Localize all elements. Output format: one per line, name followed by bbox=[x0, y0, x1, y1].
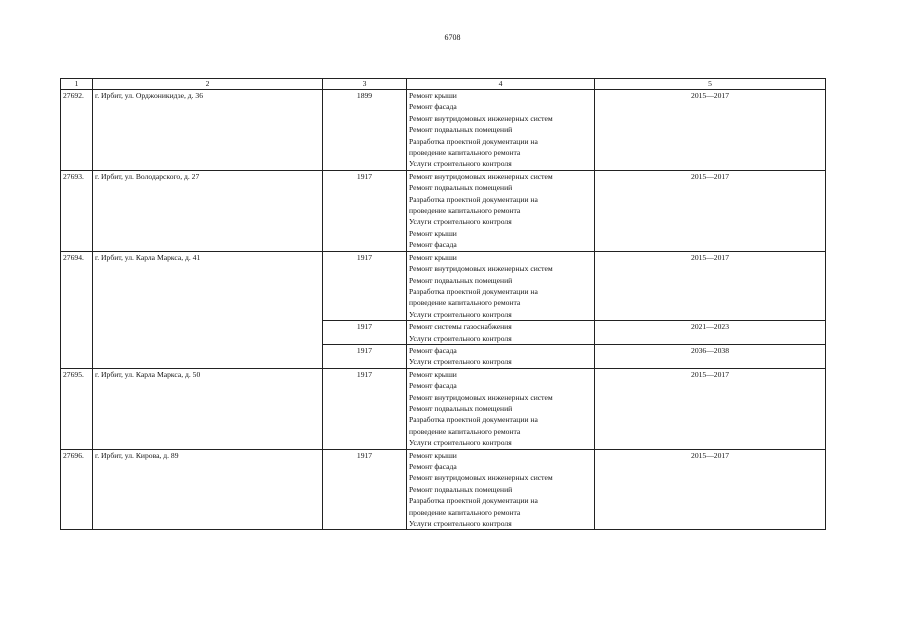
repair-work-item: Ремонт крыши bbox=[409, 369, 457, 379]
repair-work-item: Ремонт внутридомовых инженерных систем bbox=[409, 113, 553, 123]
repair-work-item: Ремонт крыши bbox=[409, 252, 457, 262]
repair-works-list bbox=[407, 251, 595, 320]
repair-period: 2015—2017 bbox=[595, 251, 826, 320]
record-number: 27693. bbox=[61, 170, 93, 251]
table-row bbox=[61, 170, 826, 251]
repair-work-item: Ремонт фасада bbox=[409, 102, 457, 112]
record-number: 27692. bbox=[61, 90, 93, 171]
header-col-5: 5 bbox=[595, 79, 826, 90]
repair-work-item: Ремонт фасада bbox=[409, 381, 457, 391]
repair-work-item: Ремонт крыши bbox=[409, 450, 457, 460]
table-body bbox=[61, 90, 826, 530]
repair-work-item: Разработка проектной документации на bbox=[409, 496, 538, 506]
repair-work-item: Услуги строительного контроля bbox=[409, 309, 512, 319]
repair-work-item: Услуги строительного контроля bbox=[409, 519, 512, 529]
construction-year: 1917 bbox=[323, 449, 407, 530]
repair-works-list bbox=[407, 170, 595, 251]
repair-work-item: Ремонт крыши bbox=[409, 228, 457, 238]
record-number: 27696. bbox=[61, 449, 93, 530]
repair-period: 2015—2017 bbox=[595, 170, 826, 251]
repair-work-item: Ремонт крыши bbox=[409, 91, 457, 100]
building-address: г. Ирбит, ул. Карла Маркса, д. 41 bbox=[93, 251, 323, 368]
repair-work-item: Ремонт подвальных помещений bbox=[409, 275, 513, 285]
repair-work-item: Ремонт подвальных помещений bbox=[409, 403, 513, 413]
repair-work-item: проведение капитального ремонта bbox=[409, 298, 521, 308]
building-address: г. Ирбит, ул. Карла Маркса, д. 50 bbox=[93, 368, 323, 449]
construction-year: 1917 bbox=[323, 170, 407, 251]
page-number: 6708 bbox=[444, 33, 461, 42]
construction-year: 1917 bbox=[323, 321, 407, 345]
construction-year: 1899 bbox=[323, 90, 407, 171]
repair-period: 2015—2017 bbox=[595, 449, 826, 530]
record-number: 27694. bbox=[61, 251, 93, 368]
repair-work-item: Услуги строительного контроля bbox=[409, 159, 512, 169]
repair-work-item: Ремонт системы газоснабжения bbox=[409, 322, 512, 332]
repair-work-item: Разработка проектной документации на bbox=[409, 415, 538, 425]
repair-work-item: проведение капитального ремонта bbox=[409, 426, 521, 436]
repair-work-item: Услуги строительного контроля bbox=[409, 217, 512, 227]
header-col-1: 1 bbox=[61, 79, 93, 90]
repair-work-item: Ремонт подвальных помещений bbox=[409, 484, 513, 494]
table-row bbox=[61, 251, 826, 320]
repair-work-item: Ремонт внутридомовых инженерных систем bbox=[409, 264, 553, 274]
construction-year: 1917 bbox=[323, 344, 407, 368]
repair-work-item: Разработка проектной документации на bbox=[409, 136, 538, 146]
repair-works-list bbox=[407, 321, 595, 345]
repair-work-item: проведение капитального ремонта bbox=[409, 206, 521, 216]
repair-period: 2015—2017 bbox=[595, 368, 826, 449]
repair-period: 2015—2017 bbox=[595, 90, 826, 171]
repair-works-list bbox=[407, 344, 595, 368]
repair-work-item: Ремонт подвальных помещений bbox=[409, 125, 513, 135]
repair-period: 2021—2023 bbox=[595, 321, 826, 345]
repair-work-item: Ремонт внутридомовых инженерных систем bbox=[409, 473, 553, 483]
building-address: г. Ирбит, ул. Орджоникидзе, д. 36 bbox=[93, 90, 323, 171]
record-number: 27695. bbox=[61, 368, 93, 449]
repair-schedule-table bbox=[60, 78, 826, 530]
table-row bbox=[61, 368, 826, 449]
repair-work-item: Ремонт фасада bbox=[409, 462, 457, 471]
repair-period: 2036—2038 bbox=[595, 344, 826, 368]
repair-work-item: Услуги строительного контроля bbox=[409, 333, 512, 343]
repair-work-item: Ремонт фасада bbox=[409, 240, 457, 250]
repair-work-item: Услуги строительного контроля bbox=[409, 438, 512, 448]
construction-year: 1917 bbox=[323, 368, 407, 449]
repair-works-list bbox=[407, 90, 595, 171]
repair-work-item: Ремонт фасада bbox=[409, 345, 457, 355]
repair-work-item: Ремонт внутридомовых инженерных систем bbox=[409, 392, 553, 402]
repair-work-item: Услуги строительного контроля bbox=[409, 357, 512, 367]
repair-work-item: Разработка проектной документации на bbox=[409, 194, 538, 204]
repair-work-item: проведение капитального ремонта bbox=[409, 507, 521, 517]
repair-work-item: Ремонт внутридомовых инженерных систем bbox=[409, 171, 553, 181]
repair-work-item: Разработка проектной документации на bbox=[409, 286, 538, 296]
building-address: г. Ирбит, ул. Володарского, д. 27 bbox=[93, 170, 323, 251]
repair-work-item: проведение капитального ремонта bbox=[409, 148, 521, 158]
table-row bbox=[61, 90, 826, 171]
construction-year: 1917 bbox=[323, 251, 407, 320]
header-col-2: 2 bbox=[93, 79, 323, 90]
table-header bbox=[61, 79, 826, 90]
repair-works-list bbox=[407, 449, 595, 530]
header-row bbox=[61, 79, 826, 90]
header-col-3: 3 bbox=[323, 79, 407, 90]
repair-works-list bbox=[407, 368, 595, 449]
header-col-4: 4 bbox=[407, 79, 595, 90]
table-row bbox=[61, 449, 826, 530]
repair-work-item: Ремонт подвальных помещений bbox=[409, 183, 513, 193]
building-address: г. Ирбит, ул. Кирова, д. 89 bbox=[93, 449, 323, 530]
